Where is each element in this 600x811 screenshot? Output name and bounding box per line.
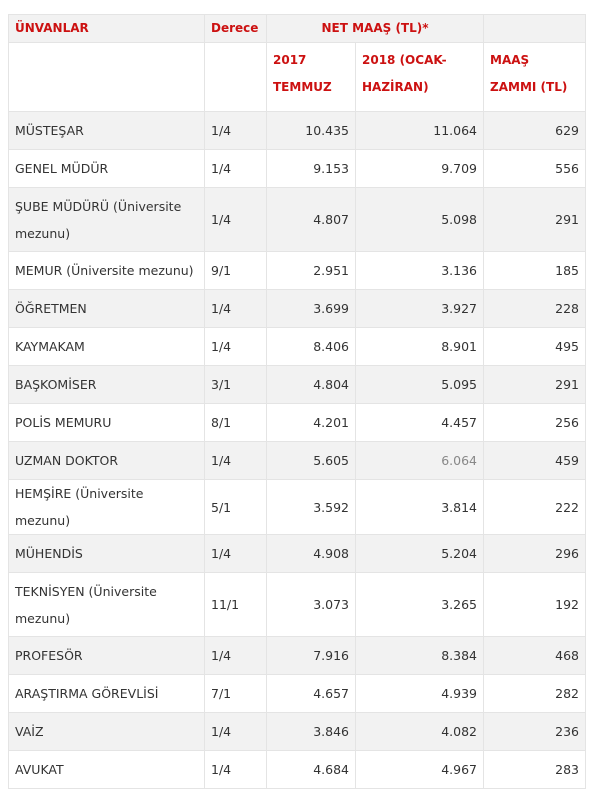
cell-degree: 9/1 bbox=[205, 252, 267, 290]
header-empty bbox=[205, 43, 267, 112]
cell-2017: 3.592 bbox=[267, 480, 356, 535]
cell-title: ÖĞRETMEN bbox=[9, 290, 205, 328]
cell-2017: 2.951 bbox=[267, 252, 356, 290]
header-empty bbox=[484, 15, 586, 43]
cell-raise: 192 bbox=[484, 573, 586, 637]
cell-2018: 3.814 bbox=[356, 480, 484, 535]
cell-raise: 185 bbox=[484, 252, 586, 290]
salary-table-container bbox=[8, 14, 585, 789]
cell-title: BAŞKOMİSER bbox=[9, 366, 205, 404]
cell-2018: 5.098 bbox=[356, 188, 484, 252]
cell-2018: 4.939 bbox=[356, 675, 484, 713]
cell-2017: 5.605 bbox=[267, 442, 356, 480]
cell-degree: 5/1 bbox=[205, 480, 267, 535]
cell-2017: 9.153 bbox=[267, 150, 356, 188]
cell-degree: 1/4 bbox=[205, 535, 267, 573]
table-row bbox=[9, 675, 586, 713]
cell-2018: 4.967 bbox=[356, 751, 484, 789]
cell-title: ŞUBE MÜDÜRÜ (Üniversite mezunu) bbox=[9, 188, 205, 252]
cell-title: UZMAN DOKTOR bbox=[9, 442, 205, 480]
cell-title: MÜSTEŞAR bbox=[9, 112, 205, 150]
table-row bbox=[9, 252, 586, 290]
table-row bbox=[9, 442, 586, 480]
cell-raise: 236 bbox=[484, 713, 586, 751]
cell-raise: 222 bbox=[484, 480, 586, 535]
cell-degree: 8/1 bbox=[205, 404, 267, 442]
cell-2017: 4.804 bbox=[267, 366, 356, 404]
cell-title: VAİZ bbox=[9, 713, 205, 751]
cell-2017: 3.073 bbox=[267, 573, 356, 637]
cell-title: POLİS MEMURU bbox=[9, 404, 205, 442]
table-row bbox=[9, 713, 586, 751]
cell-raise: 256 bbox=[484, 404, 586, 442]
cell-degree: 1/4 bbox=[205, 637, 267, 675]
cell-2017: 4.684 bbox=[267, 751, 356, 789]
cell-2017: 8.406 bbox=[267, 328, 356, 366]
header-2018: 2018 (OCAK-HAZİRAN) bbox=[356, 43, 484, 112]
table-row bbox=[9, 751, 586, 789]
table-row bbox=[9, 404, 586, 442]
cell-title: TEKNİSYEN (Üniversite mezunu) bbox=[9, 573, 205, 637]
header-raise: MAAŞ ZAMMI (TL) bbox=[484, 43, 586, 112]
table-row bbox=[9, 573, 586, 637]
cell-title: GENEL MÜDÜR bbox=[9, 150, 205, 188]
cell-2018: 4.457 bbox=[356, 404, 484, 442]
table-row bbox=[9, 637, 586, 675]
table-row bbox=[9, 290, 586, 328]
cell-2017: 4.908 bbox=[267, 535, 356, 573]
cell-degree: 1/4 bbox=[205, 442, 267, 480]
cell-raise: 291 bbox=[484, 188, 586, 252]
cell-degree: 1/4 bbox=[205, 713, 267, 751]
cell-raise: 283 bbox=[484, 751, 586, 789]
cell-degree: 1/4 bbox=[205, 290, 267, 328]
table-row bbox=[9, 328, 586, 366]
cell-degree: 1/4 bbox=[205, 150, 267, 188]
cell-raise: 556 bbox=[484, 150, 586, 188]
table-row bbox=[9, 480, 586, 535]
cell-2018: 6.064 bbox=[356, 442, 484, 480]
header-degree: Derece bbox=[205, 15, 267, 43]
cell-title: HEMŞİRE (Üniversite mezunu) bbox=[9, 480, 205, 535]
table-row bbox=[9, 535, 586, 573]
cell-2018: 8.384 bbox=[356, 637, 484, 675]
cell-2018: 3.265 bbox=[356, 573, 484, 637]
cell-2018: 9.709 bbox=[356, 150, 484, 188]
table-row bbox=[9, 112, 586, 150]
cell-2018: 11.064 bbox=[356, 112, 484, 150]
cell-title: PROFESÖR bbox=[9, 637, 205, 675]
cell-raise: 629 bbox=[484, 112, 586, 150]
cell-2018: 3.136 bbox=[356, 252, 484, 290]
header-2017: 2017 TEMMUZ bbox=[267, 43, 356, 112]
cell-degree: 1/4 bbox=[205, 328, 267, 366]
cell-title: ARAŞTIRMA GÖREVLİSİ bbox=[9, 675, 205, 713]
cell-title: MEMUR (Üniversite mezunu) bbox=[9, 252, 205, 290]
header-row-2 bbox=[9, 43, 586, 112]
cell-2017: 3.699 bbox=[267, 290, 356, 328]
cell-degree: 1/4 bbox=[205, 112, 267, 150]
cell-degree: 7/1 bbox=[205, 675, 267, 713]
cell-2018: 3.927 bbox=[356, 290, 484, 328]
cell-2018: 5.095 bbox=[356, 366, 484, 404]
cell-2017: 10.435 bbox=[267, 112, 356, 150]
salary-table bbox=[8, 14, 586, 789]
cell-raise: 228 bbox=[484, 290, 586, 328]
table-row bbox=[9, 150, 586, 188]
table-row bbox=[9, 366, 586, 404]
cell-raise: 495 bbox=[484, 328, 586, 366]
cell-degree: 1/4 bbox=[205, 188, 267, 252]
cell-degree: 11/1 bbox=[205, 573, 267, 637]
cell-2018: 8.901 bbox=[356, 328, 484, 366]
cell-raise: 459 bbox=[484, 442, 586, 480]
cell-degree: 1/4 bbox=[205, 751, 267, 789]
cell-2018: 5.204 bbox=[356, 535, 484, 573]
cell-2018: 4.082 bbox=[356, 713, 484, 751]
cell-2017: 4.807 bbox=[267, 188, 356, 252]
cell-raise: 291 bbox=[484, 366, 586, 404]
cell-2017: 3.846 bbox=[267, 713, 356, 751]
cell-title: MÜHENDİS bbox=[9, 535, 205, 573]
cell-title: AVUKAT bbox=[9, 751, 205, 789]
header-net-salary: NET MAAŞ (TL)* bbox=[267, 15, 484, 43]
cell-raise: 296 bbox=[484, 535, 586, 573]
cell-title: KAYMAKAM bbox=[9, 328, 205, 366]
cell-2017: 4.201 bbox=[267, 404, 356, 442]
header-empty bbox=[9, 43, 205, 112]
cell-2017: 4.657 bbox=[267, 675, 356, 713]
cell-raise: 468 bbox=[484, 637, 586, 675]
cell-2017: 7.916 bbox=[267, 637, 356, 675]
header-title: ÜNVANLAR bbox=[9, 15, 205, 43]
cell-raise: 282 bbox=[484, 675, 586, 713]
table-row bbox=[9, 188, 586, 252]
header-row-1 bbox=[9, 15, 586, 43]
cell-degree: 3/1 bbox=[205, 366, 267, 404]
